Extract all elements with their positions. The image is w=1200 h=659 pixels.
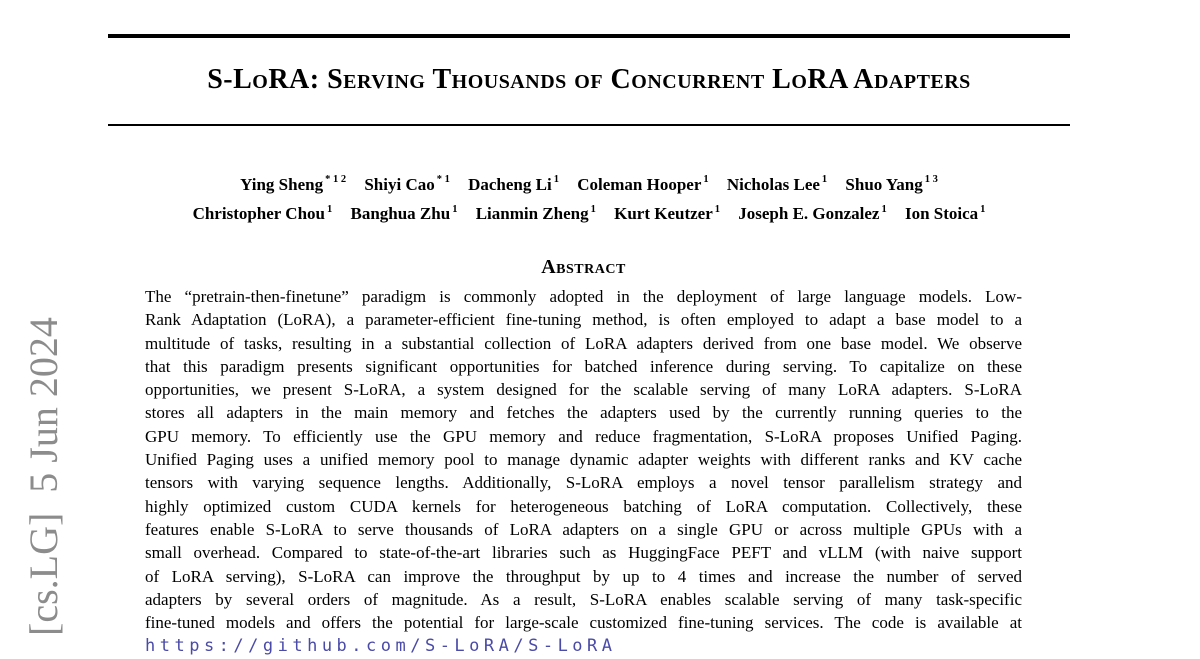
abstract-line: adapters by several orders of magnitude. As a result, S-LoRA enables scalable serving of many task-specific xyxy=(145,589,1022,609)
author xyxy=(468,175,559,194)
abstract-line: features enable S-LoRA to serve thousands of LoRA adapters on a single GPU or across multiple GPUs with a xyxy=(145,519,1022,539)
author-name: Shuo Yang xyxy=(845,174,923,194)
abstract-line: small overhead. Compared to state-of-the-art libraries such as HuggingFace PEFT and vLLM (with naive support xyxy=(145,543,1022,563)
author-name: Kurt Keutzer xyxy=(614,204,713,224)
abstract-line: that this paradigm presents significant opportunities for batched inference during serving. To capitalize on these xyxy=(145,356,1022,376)
author xyxy=(727,175,827,194)
author-name: Joseph E. Gonzalez xyxy=(738,204,880,224)
author-name: Coleman Hooper xyxy=(577,174,702,194)
abstract-line: highly optimized custom CUDA kernels for heterogeneous batching of LoRA computation. Collectively, these xyxy=(145,496,1022,516)
github-link[interactable]: https://github.com/S-LoRA/S-LoRA xyxy=(145,636,617,657)
authors-line-2 xyxy=(88,198,1090,228)
abstract-line: Unified Paging uses a unified memory pool to manage dynamic adapter weights with different ranks and KV cache xyxy=(145,450,1022,470)
title-rule-bottom xyxy=(108,124,1070,126)
abstract-line: opportunities, we present S-LoRA, a system designed for the scalable serving of many LoRA adapters. S-LoRA xyxy=(145,380,1022,400)
abstract-line: GPU memory. To efficiently use the GPU memory and reduce fragmentation, S-LoRA proposes Unified Paging. xyxy=(145,426,1022,446)
author xyxy=(577,175,708,194)
author-name: Lianmin Zheng xyxy=(475,204,589,224)
arxiv-watermark: [cs.LG] 5 Jun 2024 xyxy=(21,317,66,636)
abstract-line: of LoRA serving), S-LoRA can improve the throughput by up to 4 times and increase the number of served xyxy=(145,566,1022,586)
author-superscript: 1 xyxy=(326,203,333,215)
author-name: Ying Sheng xyxy=(240,174,324,194)
author-superscript: 1 xyxy=(980,203,986,215)
author-superscript: 1 xyxy=(821,174,828,185)
author-superscript: 1 xyxy=(553,174,559,185)
author-name: Shiyi Cao xyxy=(364,174,435,194)
author-name: Christopher Chou xyxy=(192,204,325,224)
paper-title: S-LoRA: Serving Thousands of Concurrent LoRA Adapters xyxy=(207,64,971,95)
author-superscript: 1 xyxy=(881,203,887,215)
author-name: Nicholas Lee xyxy=(726,174,820,194)
author xyxy=(476,204,596,223)
author-superscript: 1 3 xyxy=(924,174,938,185)
author-superscript: 1 xyxy=(714,203,720,215)
author-superscript: 1 xyxy=(452,203,458,215)
abstract-body xyxy=(145,285,1022,658)
title-rule-top xyxy=(108,34,1070,38)
abstract-line: tensors with varying sequence lengths. Additionally, S-LoRA employs a novel tensor parallelism strategy and xyxy=(145,473,1022,493)
author-block xyxy=(88,168,1090,227)
abstract-line: fine-tuned models and offers the potential for large-scale customized fine-tuning services. The code is available at xyxy=(145,613,1022,633)
author xyxy=(614,204,720,223)
author xyxy=(845,175,937,194)
author xyxy=(738,204,886,223)
abstract-line: multitude of tasks, resulting in a substantial collection of LoRA adapters derived from one base model. We observe xyxy=(145,333,1022,353)
author xyxy=(364,175,450,194)
author xyxy=(350,204,457,223)
authors-line-1 xyxy=(88,168,1090,198)
author-superscript: 1 xyxy=(703,174,709,185)
author-name: Dacheng Li xyxy=(468,174,552,194)
abstract-link-line xyxy=(145,634,1022,657)
abstract-line: The “pretrain-then-finetune” paradigm is commonly adopted in the deployment of large language models. Low- xyxy=(145,287,1022,306)
abstract-heading: Abstract xyxy=(541,256,626,278)
author-superscript: * 1 2 xyxy=(325,174,347,185)
author xyxy=(905,204,985,223)
author-name: Ion Stoica xyxy=(904,204,979,224)
author-superscript: * 1 xyxy=(436,174,450,185)
author-superscript: 1 xyxy=(590,203,596,215)
abstract-line: Rank Adaptation (LoRA), a parameter-efficient fine-tuning method, is often employed to adapt a base model to a xyxy=(145,310,1022,330)
author-name: Banghua Zhu xyxy=(350,204,451,224)
author xyxy=(240,175,346,194)
author xyxy=(193,204,333,223)
abstract-line: stores all adapters in the main memory and fetches the adapters used by the currently running queries to the xyxy=(145,403,1022,423)
